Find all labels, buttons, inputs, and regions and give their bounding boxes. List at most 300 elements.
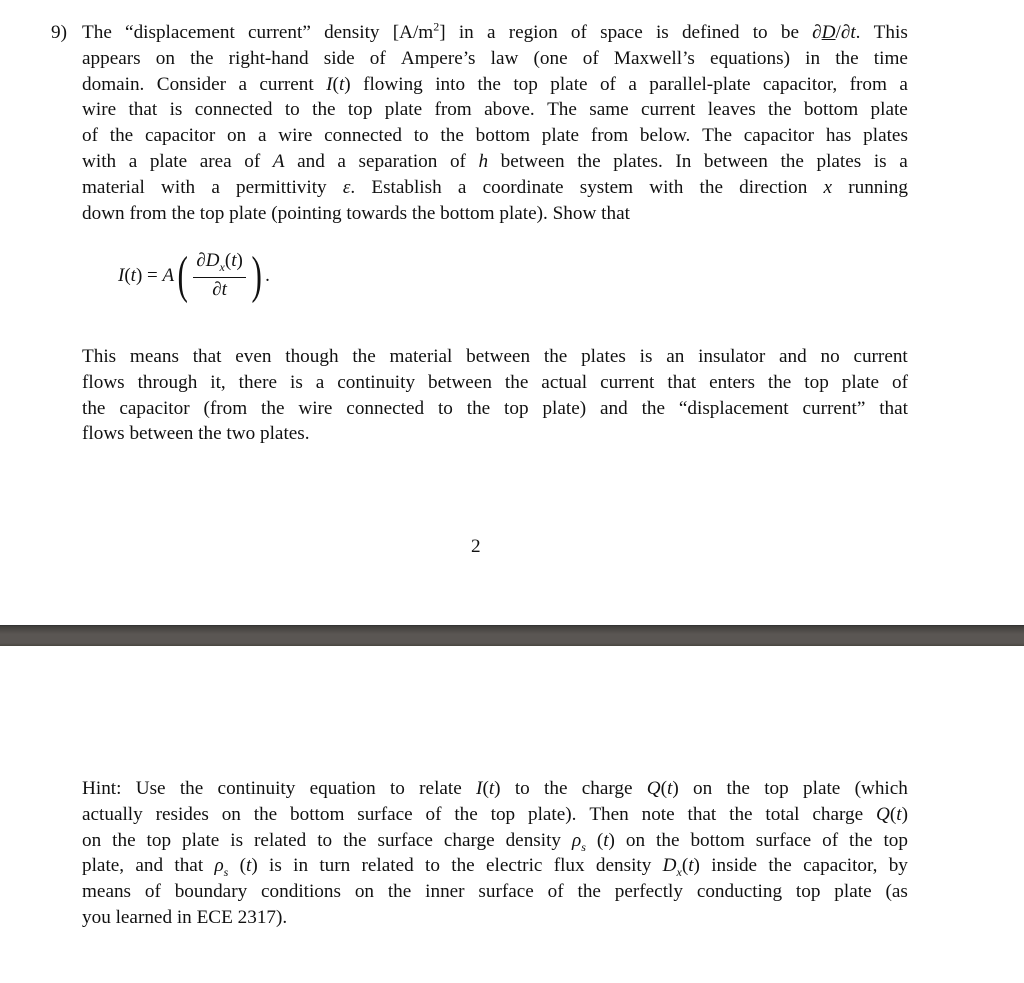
eq-fraction: $\frac{\partial D_x(t)}{\partial t}$ <box>193 250 245 303</box>
word <box>259 72 313 98</box>
word <box>227 123 246 149</box>
word <box>145 123 215 149</box>
word <box>704 149 768 175</box>
text-fragment: ( <box>660 778 668 799</box>
word <box>278 123 312 149</box>
text-fragment: I <box>326 73 333 95</box>
word <box>690 828 744 854</box>
text-fragment: a <box>211 176 220 198</box>
word <box>501 149 565 175</box>
text-fragment: bottom <box>690 829 745 851</box>
word <box>589 802 628 828</box>
text-fragment: on <box>82 829 102 851</box>
text-fragment: there <box>238 371 278 393</box>
word <box>440 201 494 227</box>
text-fragment: continuity <box>337 371 416 393</box>
text-fragment: charge <box>443 829 495 851</box>
word <box>615 879 683 905</box>
eq-denominator: ∂t <box>212 279 227 301</box>
text-fragment: on <box>693 778 713 799</box>
text-fragment: wire <box>82 99 117 121</box>
word <box>200 149 232 175</box>
text-fragment: equations) <box>710 47 790 69</box>
word <box>116 905 172 931</box>
text-fragment: Use <box>135 778 166 799</box>
eq-period: . <box>265 265 270 286</box>
word <box>601 201 630 227</box>
text-fragment: surface <box>357 803 413 825</box>
word <box>600 396 628 422</box>
text-fragment: be <box>780 22 799 43</box>
word <box>261 879 341 905</box>
word <box>138 370 198 396</box>
word <box>820 344 839 370</box>
text-fragment: to <box>437 397 453 419</box>
text-fragment: the <box>477 73 501 95</box>
word <box>534 46 568 72</box>
text-fragment: though <box>285 346 339 367</box>
word <box>337 149 346 175</box>
text-fragment: s <box>223 865 229 880</box>
text-fragment: density <box>505 829 562 851</box>
word <box>425 879 464 905</box>
text-fragment: a <box>337 150 346 172</box>
word <box>454 802 477 828</box>
word <box>193 344 222 370</box>
text-fragment: material <box>82 176 145 198</box>
word <box>156 46 175 72</box>
word <box>649 175 683 201</box>
text-fragment: the <box>312 99 336 121</box>
text-line <box>82 776 908 802</box>
word <box>805 46 820 72</box>
text-line <box>82 123 908 149</box>
word <box>647 776 679 802</box>
text-fragment: ( <box>596 829 604 851</box>
text-fragment: to <box>413 125 429 147</box>
text-line <box>82 72 908 98</box>
text-fragment: t <box>338 73 345 95</box>
text-fragment: parallel-plate <box>649 73 751 95</box>
word <box>135 853 163 879</box>
word <box>824 175 833 201</box>
text-fragment: a <box>457 176 467 198</box>
text-fragment: resides <box>155 803 209 825</box>
text-fragment: plate <box>841 371 880 393</box>
text-fragment: a <box>315 371 325 393</box>
word <box>343 828 366 854</box>
text-fragment: h <box>478 150 489 172</box>
word <box>236 175 327 201</box>
text-fragment: ( <box>482 778 489 799</box>
text-fragment: the <box>835 47 859 69</box>
word <box>147 828 172 854</box>
text-fragment: down <box>82 202 125 224</box>
word <box>161 175 195 201</box>
text-fragment: plate <box>384 99 423 121</box>
word <box>466 344 530 370</box>
text-fragment: capacitor <box>144 125 216 147</box>
word <box>505 370 528 396</box>
word <box>640 123 690 149</box>
word <box>136 776 166 802</box>
text-fragment: below. <box>639 125 691 147</box>
text-fragment: ( <box>332 73 339 95</box>
word <box>679 396 789 422</box>
text-fragment: from <box>129 202 167 224</box>
text-fragment: from <box>849 73 887 95</box>
word <box>528 802 576 828</box>
word <box>156 802 209 828</box>
word <box>484 97 535 123</box>
text-fragment: flows <box>82 423 125 445</box>
word <box>892 370 908 396</box>
text-fragment: x <box>823 176 833 198</box>
word <box>600 72 616 98</box>
word <box>172 201 195 227</box>
text-fragment: means <box>82 881 132 903</box>
text-fragment: related <box>361 855 414 877</box>
text-fragment: Q <box>875 803 890 825</box>
text-fragment: plates <box>581 346 626 367</box>
word <box>210 370 225 396</box>
text-fragment: top <box>490 803 516 825</box>
word <box>211 175 220 201</box>
word <box>285 344 338 370</box>
word <box>628 72 637 98</box>
eq-subscript: x <box>219 259 225 274</box>
text-fragment: the <box>352 346 376 367</box>
word <box>483 175 564 201</box>
word <box>230 828 243 854</box>
problem-statement <box>82 20 908 226</box>
word <box>687 802 716 828</box>
text-fragment: time <box>873 47 908 69</box>
word <box>222 802 241 828</box>
word <box>816 149 861 175</box>
text-fragment: to <box>752 22 768 43</box>
word <box>863 123 908 149</box>
word <box>499 201 547 227</box>
text-fragment: ) <box>672 778 679 799</box>
word <box>804 370 829 396</box>
text-fragment: connected <box>194 99 273 121</box>
word <box>180 776 203 802</box>
word <box>509 20 558 46</box>
text-fragment: two <box>226 423 256 445</box>
text-fragment: Show <box>552 202 597 224</box>
text-fragment: the <box>261 397 285 419</box>
text-line <box>82 370 908 396</box>
text-fragment: Establish <box>371 176 442 198</box>
word <box>768 97 791 123</box>
text-fragment: means <box>129 346 179 367</box>
word <box>310 776 376 802</box>
text-fragment: ECE <box>196 906 233 928</box>
word <box>125 20 235 46</box>
question-number: 9) <box>51 22 67 43</box>
text-fragment: it, <box>210 371 226 393</box>
word <box>130 344 179 370</box>
text-fragment: capacitor <box>119 397 190 419</box>
word <box>170 97 183 123</box>
word <box>425 853 440 879</box>
text-fragment: plate) <box>542 397 587 419</box>
text-fragment: bottom <box>290 803 345 825</box>
text-fragment: actual <box>541 371 588 393</box>
word <box>515 776 530 802</box>
word <box>850 72 887 98</box>
text-fragment: defined <box>681 22 740 43</box>
text-fragment: plate <box>149 150 188 172</box>
text-fragment: t <box>667 778 673 799</box>
text-fragment: between <box>500 150 565 172</box>
text-fragment: Hint: <box>82 778 122 799</box>
text-fragment: (one <box>533 47 568 69</box>
eq-numerator: ∂D <box>196 249 220 271</box>
text-fragment: plate, <box>82 855 125 877</box>
text-fragment: top <box>513 73 538 95</box>
word <box>693 776 712 802</box>
word <box>675 149 691 175</box>
text-fragment: ρ <box>214 855 224 877</box>
text-fragment: is <box>639 346 653 367</box>
text-fragment: electric <box>485 855 543 877</box>
word <box>378 828 433 854</box>
word <box>600 370 654 396</box>
word <box>244 149 260 175</box>
text-fragment: the <box>454 803 478 825</box>
word <box>780 149 803 175</box>
word <box>491 46 519 72</box>
word <box>871 97 908 123</box>
text-fragment: current <box>259 73 314 95</box>
text-fragment: Then <box>589 803 629 825</box>
word <box>129 149 138 175</box>
word <box>419 776 462 802</box>
word <box>542 123 579 149</box>
word <box>440 123 463 149</box>
text-fragment: equation <box>309 778 376 799</box>
word <box>709 370 755 396</box>
word <box>596 853 651 879</box>
text-fragment: in <box>293 855 309 877</box>
word <box>119 396 189 422</box>
eq-current-symbol: I <box>118 265 125 286</box>
text-fragment: top <box>804 371 829 393</box>
word <box>240 853 258 879</box>
text-fragment: a <box>628 73 637 95</box>
text-fragment: no <box>820 346 840 367</box>
word <box>763 72 837 98</box>
word <box>200 201 225 227</box>
text-fragment: right-hand <box>228 47 309 69</box>
text-fragment: the <box>440 125 464 147</box>
text-fragment: that <box>687 803 717 825</box>
text-fragment: to <box>514 778 530 799</box>
word <box>362 853 414 879</box>
text-fragment: a <box>899 73 908 95</box>
text-fragment: the <box>343 829 367 851</box>
word <box>768 370 791 396</box>
word <box>548 879 564 905</box>
text-fragment: D <box>662 855 677 877</box>
text-fragment: towards <box>346 202 408 224</box>
word <box>812 802 863 828</box>
text-fragment: in <box>458 22 474 43</box>
text-fragment: is <box>289 371 303 393</box>
word <box>796 879 821 905</box>
text-fragment: on <box>625 829 646 851</box>
text-fragment: Ampere’s <box>400 47 476 69</box>
text-fragment: ( <box>681 855 689 877</box>
text-fragment: “displacement <box>678 397 789 419</box>
text-fragment: the <box>656 829 680 851</box>
word <box>390 344 453 370</box>
text-fragment: the <box>82 397 106 419</box>
text-fragment: density <box>595 855 652 877</box>
text-fragment: charge <box>581 778 633 799</box>
word <box>82 97 116 123</box>
text-fragment: to <box>389 778 405 799</box>
text-fragment: insulator <box>698 346 766 367</box>
word <box>316 370 325 396</box>
text-fragment: above. <box>484 99 535 121</box>
word <box>112 828 135 854</box>
word <box>571 20 587 46</box>
word <box>195 97 273 123</box>
word <box>883 828 908 854</box>
text-line <box>82 853 908 879</box>
word <box>768 853 791 879</box>
text-line <box>82 396 908 422</box>
text-fragment: . <box>350 176 356 198</box>
word <box>359 149 438 175</box>
word <box>434 97 471 123</box>
text-fragment: the <box>768 99 792 121</box>
word <box>239 370 277 396</box>
text-fragment: The <box>702 125 732 147</box>
word <box>82 175 145 201</box>
word <box>479 149 489 175</box>
text-fragment: and <box>135 855 164 877</box>
text-fragment: plate <box>229 202 267 224</box>
word <box>82 201 125 227</box>
text-fragment: with <box>161 176 196 198</box>
word <box>82 149 116 175</box>
text-fragment: (as <box>885 881 908 903</box>
word <box>312 97 335 123</box>
word <box>238 905 288 931</box>
text-fragment: between <box>466 346 531 367</box>
text-fragment: boundary <box>174 881 248 903</box>
word <box>583 46 599 72</box>
text-fragment: connected <box>346 397 425 419</box>
word <box>589 97 628 123</box>
text-fragment: of <box>425 803 442 825</box>
word <box>248 20 311 46</box>
text-fragment: by <box>888 855 908 877</box>
text-fragment: (pointing <box>271 202 342 224</box>
text-fragment: from <box>434 99 472 121</box>
eq-t: t <box>130 265 136 286</box>
word <box>357 802 412 828</box>
word <box>753 20 768 46</box>
text-fragment: conditions <box>261 881 341 903</box>
word <box>597 828 615 854</box>
word <box>363 72 423 98</box>
word <box>572 828 586 854</box>
word <box>550 72 587 98</box>
text-fragment: ( <box>889 803 897 825</box>
text-line <box>82 344 908 370</box>
text-fragment: with <box>82 150 117 172</box>
text-fragment: is <box>655 22 669 43</box>
text-fragment: plates. <box>613 150 663 172</box>
word <box>182 828 219 854</box>
text-fragment: wire <box>278 125 313 147</box>
text-fragment: the <box>387 881 412 903</box>
text-fragment: on <box>221 803 241 825</box>
text-fragment: 2317). <box>237 906 288 928</box>
eq-equals: = <box>147 265 158 286</box>
word <box>899 149 908 175</box>
word <box>727 776 750 802</box>
word <box>506 828 561 854</box>
text-fragment: plate <box>870 99 908 121</box>
text-fragment: the <box>577 881 601 903</box>
text-fragment: system <box>579 176 634 198</box>
text-fragment: wire <box>298 397 333 419</box>
word <box>319 853 350 879</box>
text-fragment: top <box>199 202 225 224</box>
text-fragment: the <box>504 371 529 393</box>
hint-paragraph <box>82 776 908 931</box>
text-fragment: The <box>547 99 577 121</box>
word <box>554 853 585 879</box>
word <box>513 72 538 98</box>
text-fragment: surface <box>478 881 534 903</box>
text-fragment: of <box>244 150 261 172</box>
word <box>885 879 907 905</box>
word <box>260 421 310 447</box>
word <box>802 396 865 422</box>
text-fragment: plates <box>816 150 862 172</box>
word <box>82 776 121 802</box>
text-fragment: on <box>354 881 374 903</box>
text-fragment: the <box>190 47 214 69</box>
word <box>697 879 782 905</box>
text-fragment: t <box>896 803 902 825</box>
word <box>393 20 446 46</box>
text-fragment: capacitor, <box>762 73 838 95</box>
word <box>876 802 908 828</box>
word <box>129 421 193 447</box>
text-fragment: on <box>155 47 175 69</box>
text-fragment: running <box>848 176 908 198</box>
text-fragment: the <box>198 423 222 445</box>
text-fragment: s <box>581 839 586 854</box>
word <box>541 370 587 396</box>
word <box>385 97 422 123</box>
page-separator <box>0 625 1024 646</box>
text-fragment: of <box>449 150 466 172</box>
text-fragment: even <box>235 346 272 367</box>
word <box>744 123 814 149</box>
word <box>177 905 192 931</box>
word <box>197 905 233 931</box>
text-fragment: density <box>324 22 380 43</box>
